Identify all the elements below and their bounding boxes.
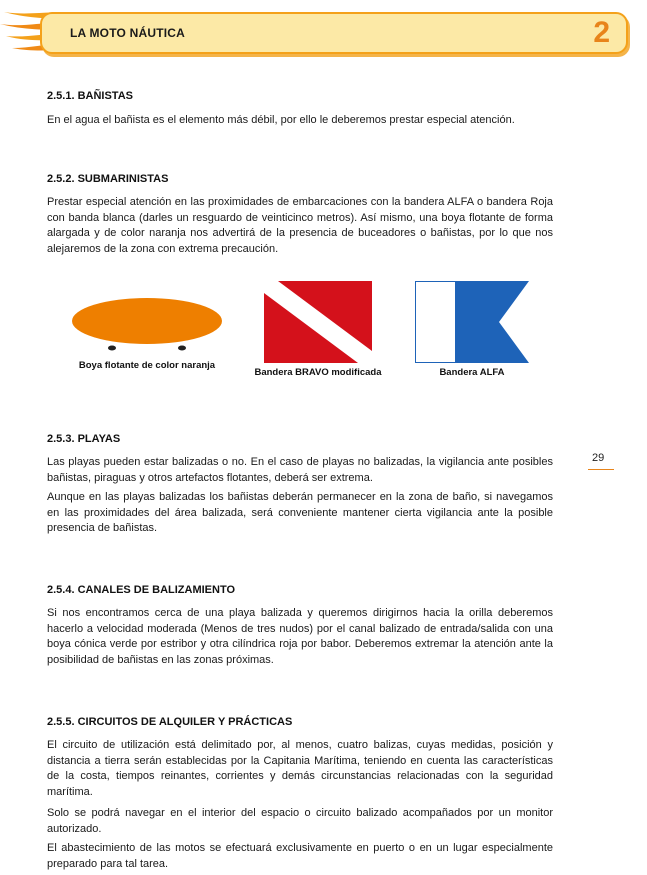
- paragraph: Aunque en las playas balizadas los bañistas deberán permanecer en la zona de baño, si navegamos en las proximidades del área balizada, será conveniente mantener cierta vigilancia ante la posible presencia de bañistas.: [47, 491, 553, 535]
- section-title-canales: 2.5.4. CANALES DE BALIZAMIENTO: [47, 584, 236, 596]
- page-number-rule: [588, 469, 614, 470]
- section-title-submarinistas: 2.5.2. SUBMARINISTAS: [47, 173, 169, 185]
- orange-buoy-image: [70, 296, 224, 360]
- section-title-circuitos: 2.5.5. CIRCUITOS DE ALQUILER Y PRÁCTICAS: [47, 716, 293, 728]
- caption-bravo-flag: Bandera BRAVO modificada: [254, 367, 382, 378]
- paragraph: El abastecimiento de las motos se efectuará exclusivamente en puerto o en un lugar especialmente preparado para tal tarea.: [47, 842, 553, 870]
- chapter-number: 2: [593, 16, 610, 49]
- paragraph: Prestar especial atención en las proximidades de embarcaciones con la bandera ALFA o bandera Roja con banda blanca (darles un resguardo de veinticinco metros). Así mismo, una boya flotante de forma alargada y de color naranja nos advertirá de la presencia de buceadores o bañistas, por lo que nos alejaremos de la zona con extrema precaución.: [47, 196, 553, 255]
- caption-alfa-flag: Bandera ALFA: [439, 367, 505, 378]
- caption-buoy: Boya flotante de color naranja: [78, 360, 216, 371]
- paragraph: En el agua el bañista es el elemento más débil, por ello le deberemos prestar especial atención.: [47, 114, 515, 126]
- chapter-header: [40, 12, 628, 54]
- bravo-flag-image: [264, 281, 372, 363]
- paragraph: Solo se podrá navegar en el interior del espacio o circuito balizado acompañados por un monitor autorizado.: [47, 807, 553, 835]
- paragraph: Si nos encontramos cerca de una playa balizada y queremos dirigirnos hacia la orilla deberemos hacerlo a velocidad moderada (Menos de tres nudos) por el canal balizado de entrada/salida con una boya cónica verde por estribor y otra cilíndrica roja por babor. Deberemos extremar la atención ante la posibilidad de bañistas en las zonas próximas.: [47, 607, 553, 666]
- alfa-flag-image: [415, 281, 529, 363]
- section-title-banistas: 2.5.1. BAÑISTAS: [47, 90, 133, 102]
- page-number: 29: [592, 452, 605, 464]
- section-title-playas: 2.5.3. PLAYAS: [47, 433, 121, 445]
- paragraph: El circuito de utilización está delimitado por, al menos, cuatro balizas, cuyas medidas, posición y distancia a tierra serán establecidas por la Capitania Marítima, teniendo en cuenta las características de la costa, tiempos reinantes, corrientes y demás circunstancias relacionadas con la seguridad marítima.: [47, 739, 553, 798]
- chapter-title: LA MOTO NÁUTICA: [70, 26, 185, 40]
- paragraph: Las playas pueden estar balizadas o no. En el caso de playas no balizadas, la vigilancia ante posibles bañistas, piraguas y otros artefactos flotantes, deberá ser extrema.: [47, 456, 553, 484]
